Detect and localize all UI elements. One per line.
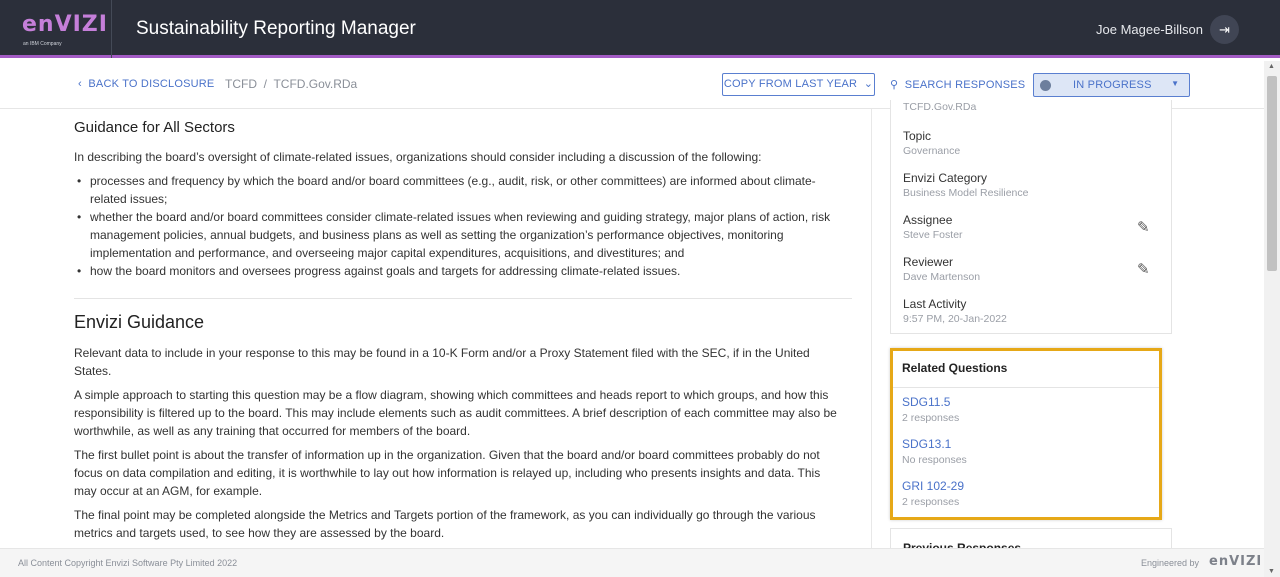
reference-value: TCFD.Gov.RDa xyxy=(903,101,977,113)
paragraph: The first bullet point is about the transfer of information up in the organization. Given that the board and/or board committees probably do not focus on data compilation and editing, it is worthwhile to lay out how information is relayed up, including who presents insights and data. This may occur at an AGM, for example. xyxy=(74,448,821,498)
reviewer-field xyxy=(903,255,980,283)
chevron-left-icon: ‹ xyxy=(78,78,82,90)
category-field xyxy=(903,171,1028,199)
page-footer xyxy=(0,548,1264,577)
last-activity-value: 9:57 PM, 20-Jan-2022 xyxy=(903,313,1007,325)
logo-wordmark: enVIZI xyxy=(22,12,108,37)
status-dot-icon xyxy=(1040,80,1051,91)
caret-down-icon: ▼ xyxy=(1171,79,1179,88)
edit-reviewer-icon[interactable]: ✎ xyxy=(1137,261,1150,278)
related-question-link[interactable]: SDG13.1 xyxy=(902,437,952,451)
category-label: Envizi Category xyxy=(903,171,988,185)
response-count: No responses xyxy=(902,454,967,466)
scrollbar-thumb[interactable] xyxy=(1267,76,1277,271)
reviewer-label: Reviewer xyxy=(903,255,954,269)
copy-from-last-year-button[interactable] xyxy=(722,73,875,96)
related-question-item xyxy=(902,479,964,508)
search-responses-button[interactable] xyxy=(890,78,1025,91)
response-count: 2 responses xyxy=(902,496,960,508)
scroll-down-icon[interactable]: ▼ xyxy=(1268,568,1275,575)
search-label: SEARCH RESPONSES xyxy=(904,79,1026,91)
list-item: • processes and frequency by which the board and/or board committees (e.g., audit, risk, or other committees) are informed about climate-related issues; xyxy=(90,172,850,208)
paragraph: Relevant data to include in your response to this may be found in a 10-K Form and/or a Proxy Statement filed with the SEC, if in the United States. xyxy=(74,346,810,378)
last-activity-label: Last Activity xyxy=(903,297,967,311)
envizi-guidance-heading: Envizi Guidance xyxy=(74,312,205,332)
app-header xyxy=(0,0,1280,58)
column-divider xyxy=(871,109,872,548)
logo-subtitle: an IBM Company xyxy=(23,41,62,47)
card-divider xyxy=(893,387,1159,388)
scroll-up-icon[interactable]: ▲ xyxy=(1268,63,1275,70)
topic-field xyxy=(903,129,960,157)
related-question-link[interactable]: SDG11.5 xyxy=(902,395,951,409)
list-item: • how the board monitors and oversees progress against goals and targets for addressing climate-related issues. xyxy=(90,262,850,280)
assignee-value: Steve Foster xyxy=(903,229,963,241)
edit-assignee-icon[interactable]: ✎ xyxy=(1137,219,1150,236)
copyright-text: All Content Copyright Envizi Software Pty Limited 2022 xyxy=(18,558,238,568)
back-label: BACK TO DISCLOSURE xyxy=(88,78,215,90)
guidance-bullets xyxy=(90,172,850,280)
paragraph: A simple approach to starting this question may be a flow diagram, showing which committees and heads report to which groups, and how this responsibility is filtered up to the board. This may include elements such as audit committees. A brief description of each committee may also be worthwhile, as well as any training that occurred for members of the board. xyxy=(74,388,837,438)
app-title: Sustainability Reporting Manager xyxy=(136,18,416,39)
category-value: Business Model Resilience xyxy=(903,187,1029,199)
related-questions-card xyxy=(890,348,1162,520)
related-questions-title: Related Questions xyxy=(902,361,1008,375)
last-activity-field xyxy=(903,297,1007,325)
search-icon: ⚲ xyxy=(890,79,899,91)
status-select[interactable] xyxy=(1033,73,1190,97)
related-question-item xyxy=(902,437,967,466)
engineered-by-text: Engineered by xyxy=(1141,558,1200,568)
question-details-card xyxy=(890,100,1172,334)
guidance-heading: Guidance for All Sectors xyxy=(74,119,235,136)
status-label: IN PROGRESS xyxy=(1073,79,1152,91)
user-name[interactable]: Joe Magee-Billson xyxy=(1096,22,1203,37)
topic-value: Governance xyxy=(903,145,961,157)
paragraph: The final point may be completed alongside the Metrics and Targets portion of the framework, as you can individually go through the various metrics and targets used, to see how they are assessed by the board. xyxy=(74,508,816,540)
chevron-down-icon: ⌄ xyxy=(860,78,874,90)
logout-button[interactable] xyxy=(1210,15,1239,44)
related-question-item xyxy=(902,395,959,424)
assignee-field xyxy=(903,213,963,241)
topic-label: Topic xyxy=(903,129,932,143)
page-scrollbar[interactable] xyxy=(1264,61,1280,577)
list-item: • whether the board and/or board committees consider climate-related issues when reviewing and guiding strategy, major plans of action, risk management policies, annual budgets, and business plans as well as setting the organization’s performance objectives, monitoring implementation and performance, and overseeing major capital expenditures, acquisitions, and divestitures; and xyxy=(90,208,850,262)
footer-logo: enVIZI xyxy=(1209,554,1263,569)
logout-icon: ⇥ xyxy=(1219,22,1230,37)
guidance-content xyxy=(60,109,860,548)
guidance-intro: In describing the board’s oversight of climate-related issues, organizations should consider including a discussion of the following: xyxy=(74,150,762,164)
assignee-label: Assignee xyxy=(903,213,953,227)
response-count: 2 responses xyxy=(902,412,960,424)
envizi-logo[interactable] xyxy=(0,0,112,58)
section-divider xyxy=(74,298,852,299)
reviewer-value: Dave Martenson xyxy=(903,271,981,283)
related-question-link[interactable]: GRI 102-29 xyxy=(902,479,965,493)
copy-label: COPY FROM LAST YEAR xyxy=(723,78,858,90)
breadcrumb: TCFD / TCFD.Gov.RDa xyxy=(225,77,358,91)
back-to-disclosure-link[interactable] xyxy=(78,78,214,90)
